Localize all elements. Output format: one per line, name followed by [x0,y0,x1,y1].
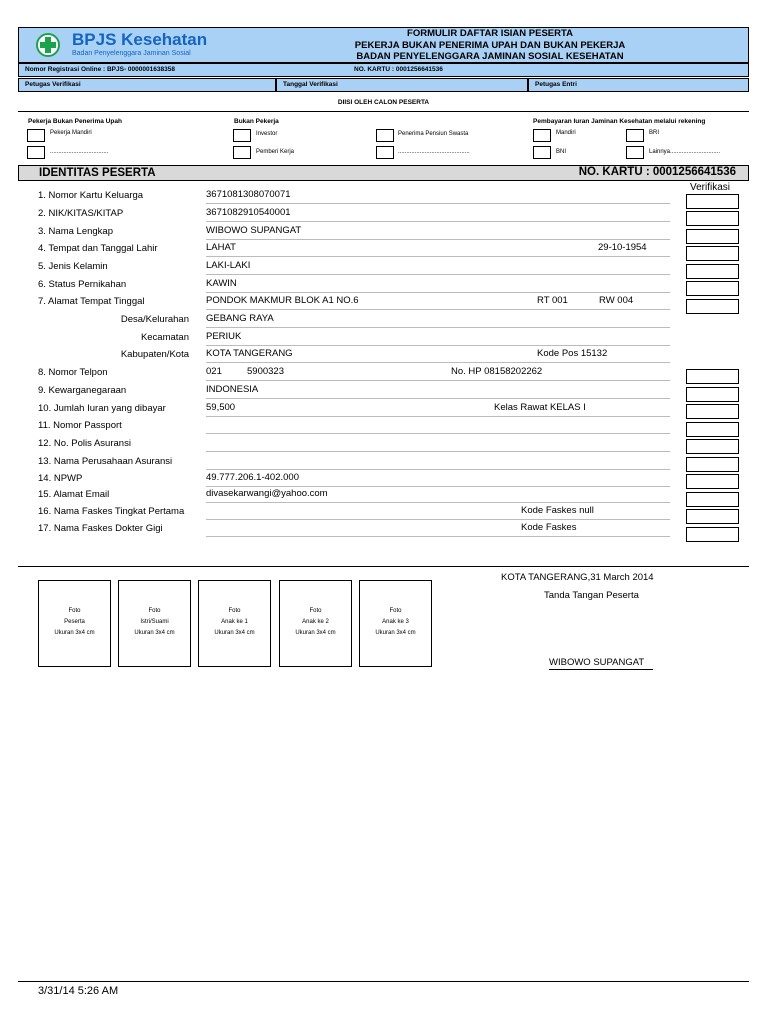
signature-place-date: KOTA TANGERANG,31 March 2014 [501,572,654,583]
field-label-kewarganegaraan: 9. Kewarganegaraan [38,385,127,396]
petugas-verifikasi-cell: Petugas Verifikasi [18,78,276,92]
bni-checkbox[interactable] [533,146,551,159]
photo-box-anak-3 [359,580,432,667]
photo-label: Ukuran 3x4 cm [375,630,416,636]
verify-box-faskes-gigi[interactable] [686,527,739,542]
photo-label: Foto [309,608,322,614]
field-rw: RW 004 [599,295,634,306]
photo-label: Ukuran 3x4 cm [214,630,255,636]
field-label-passport: 11. Nomor Passport [38,420,122,431]
photo-label: Ukuran 3x4 cm [295,630,336,636]
field-email[interactable]: divasekarwangi@yahoo.com [206,488,670,503]
photo-label: Ukuran 3x4 cm [54,630,95,636]
lainnya-label: Lainnya.............................. [649,149,721,155]
field-kode-faskes-1: Kode Faskes null [521,505,594,516]
verify-box-perusahaan[interactable] [686,457,739,472]
tanggal-verifikasi-cell: Tanggal Verifikasi [276,78,528,92]
field-label-perusahaan: 13. Nama Perusahaan Asuransi [38,456,173,467]
field-label-desa: Desa/Kelurahan [120,314,189,325]
pemberi-kerja-checkbox[interactable] [233,146,251,159]
photo-label: Foto [68,608,81,614]
field-label-polis: 12. No. Polis Asuransi [38,438,131,449]
verify-box-iuran[interactable] [686,404,739,419]
photo-box-anak-2 [279,580,352,667]
footer-timestamp: 3/31/14 5:26 AM [38,985,119,997]
field-desa[interactable]: GEBANG RAYA [206,313,670,328]
verify-box-ttl[interactable] [686,246,739,261]
payment-title: Pembayaran Iuran Jaminan Kesehatan melalui rekening [533,118,706,125]
photo-label: Foto [148,608,161,614]
verify-box-nik[interactable] [686,211,739,226]
title-line-1: FORMULIR DAFTAR ISIAN PESERTA [407,28,573,39]
field-tanggal-lahir: 29-10-1954 [598,242,647,253]
mandiri-label: Mandiri [556,130,576,136]
form-title [230,28,750,63]
field-telpon: 5900323 [247,366,284,377]
field-label-nama: 3. Nama Lengkap [38,226,113,237]
pekerja-mandiri-label: Pekerja Mandiri [50,130,92,136]
signature-name: WIBOWO SUPANGAT [549,657,653,670]
field-kode-pos: Kode Pos 15132 [537,348,608,359]
pbpu-title: Pekerja Bukan Penerima Upah [28,118,122,125]
field-label-kelamin: 5. Jenis Kelamin [38,261,108,272]
bpjs-logo-icon [34,30,74,60]
verify-box-email[interactable] [686,492,739,507]
verify-box-kewarganegaraan[interactable] [686,387,739,402]
verify-box-kk[interactable] [686,194,739,209]
mandiri-checkbox[interactable] [533,129,551,142]
field-nama[interactable]: WIBOWO SUPANGAT [206,225,670,240]
field-nik[interactable]: 3671082910540001 [206,207,670,222]
investor-label: Investor [256,131,278,137]
bukan-pekerja-title: Bukan Pekerja [234,118,279,125]
field-label-alamat: 7. Alamat Tempat Tinggal [38,296,145,307]
field-label-faskes-gigi: 17. Nama Faskes Dokter Gigi [38,523,163,534]
photo-label: Istri/Suami [140,619,169,625]
field-label-faskes-1: 16. Nama Faskes Tingkat Pertama [38,506,185,517]
field-label-kecamatan: Kecamatan [140,332,189,343]
field-pernikahan[interactable]: KAWIN [206,278,670,293]
signature-label: Tanda Tangan Peserta [544,590,639,601]
photo-box-peserta [38,580,111,667]
logo-text: BPJS Kesehatan [72,30,208,49]
photo-label: Foto [228,608,241,614]
verify-box-alamat[interactable] [686,299,739,314]
title-line-2: PEKERJA BUKAN PENERIMA UPAH DAN BUKAN PEKERJA [354,39,626,51]
registration-card-number: NO. KARTU : 0001256641536 [354,66,443,73]
footer-divider [18,981,749,982]
photo-label: Anak ke 2 [302,619,329,625]
logo-subtitle: Badan Penyelenggara Jaminan Sosial [72,50,191,57]
field-passport[interactable] [206,419,670,434]
field-iuran[interactable]: 59,500 [206,402,670,417]
identitas-title: IDENTITAS PESERTA [39,167,156,179]
bpjs-logo [34,30,219,60]
verify-box-passport[interactable] [686,422,739,437]
section-divider [18,566,749,567]
pekerja-mandiri-checkbox[interactable] [27,129,45,142]
field-faskes-gigi[interactable] [206,522,670,537]
identitas-card-number: NO. KARTU : 0001256641536 [578,166,736,178]
field-perusahaan[interactable] [206,455,670,470]
field-tempat-lahir[interactable]: LAHAT [206,242,670,257]
bri-checkbox[interactable] [626,129,644,142]
investor-checkbox[interactable] [233,129,251,142]
other-nonworker-checkbox[interactable] [376,146,394,159]
verify-box-telpon[interactable] [686,369,739,384]
verify-box-nama[interactable] [686,229,739,244]
lainnya-checkbox[interactable] [626,146,644,159]
pensiun-swasta-checkbox[interactable] [376,129,394,142]
field-label-nik: 2. NIK/KITAS/KITAP [38,208,124,219]
photo-label: Ukuran 3x4 cm [134,630,175,636]
other-nonworker-dots: ........................................... [398,149,470,155]
photo-label: Anak ke 1 [221,619,248,625]
field-kode-faskes-gigi: Kode Faskes [521,522,577,533]
photo-label: Peserta [64,619,85,625]
field-label-pernikahan: 6. Status Pernikahan [38,279,127,290]
bni-label: BNI [556,149,567,155]
photo-box-anak-1 [198,580,271,667]
field-label-kk: 1. Nomor Kartu Keluarga [38,190,144,201]
pemberi-kerja-label: Pemberi Kerja [256,149,295,155]
verify-box-npwp[interactable] [686,474,739,489]
pensiun-swasta-label: Penerima Pensiun Swasta [398,131,469,137]
field-kewarganegaraan[interactable]: INDONESIA [206,384,670,399]
verify-box-faskes-1[interactable] [686,509,739,524]
field-label-email: 15. Alamat Email [38,489,110,500]
diisi-oleh-label: DIISI OLEH CALON PESERTA [337,99,430,106]
field-rt: RT 001 [537,295,568,306]
other-worker-dots: ................................... [50,149,109,155]
field-npwp[interactable]: 49.777.206.1-402.000 [206,472,670,487]
field-polis[interactable] [206,437,670,452]
field-kk[interactable]: 3671081308070071 [206,189,670,204]
other-worker-checkbox[interactable] [27,146,45,159]
title-line-3: BADAN PENYELENGGARA JAMINAN SOSIAL KESEHATAN [356,51,624,62]
field-kabupaten[interactable]: KOTA TANGERANG [206,348,670,363]
petugas-entri-cell: Petugas Entri [528,78,749,92]
identitas-bar [18,165,749,181]
field-kecamatan[interactable]: PERIUK [206,331,670,346]
field-label-npwp: 14. NPWP [38,473,83,484]
field-hp: No. HP 08158202262 [451,366,543,377]
field-telpon-area[interactable]: 021 [206,366,670,381]
field-alamat[interactable]: PONDOK MAKMUR BLOK A1 NO.6 [206,295,670,310]
field-kelas-rawat: Kelas Rawat KELAS I [494,402,586,413]
verifikasi-label: Verifikasi [690,182,731,193]
field-label-kabupaten: Kabupaten/Kota [120,349,189,360]
photo-label: Anak ke 3 [382,619,409,625]
verify-box-kelamin[interactable] [686,264,739,279]
divider [18,111,749,112]
verify-box-pernikahan[interactable] [686,281,739,296]
field-kelamin[interactable]: LAKI-LAKI [206,260,670,275]
photo-box-istri-suami [118,580,191,667]
field-label-iuran: 10. Jumlah Iuran yang dibayar [38,403,166,414]
bri-label: BRI [649,130,660,136]
photo-label: Foto [389,608,402,614]
registration-number: Nomor Registrasi Online : BPJS- 0000001638358 [25,66,175,73]
field-label-ttl: 4. Tempat dan Tanggal Lahir [38,243,158,254]
field-label-telpon: 8. Nomor Telpon [38,367,108,378]
field-faskes-1[interactable] [206,505,670,520]
verify-box-polis[interactable] [686,439,739,454]
registration-bar [18,63,749,77]
